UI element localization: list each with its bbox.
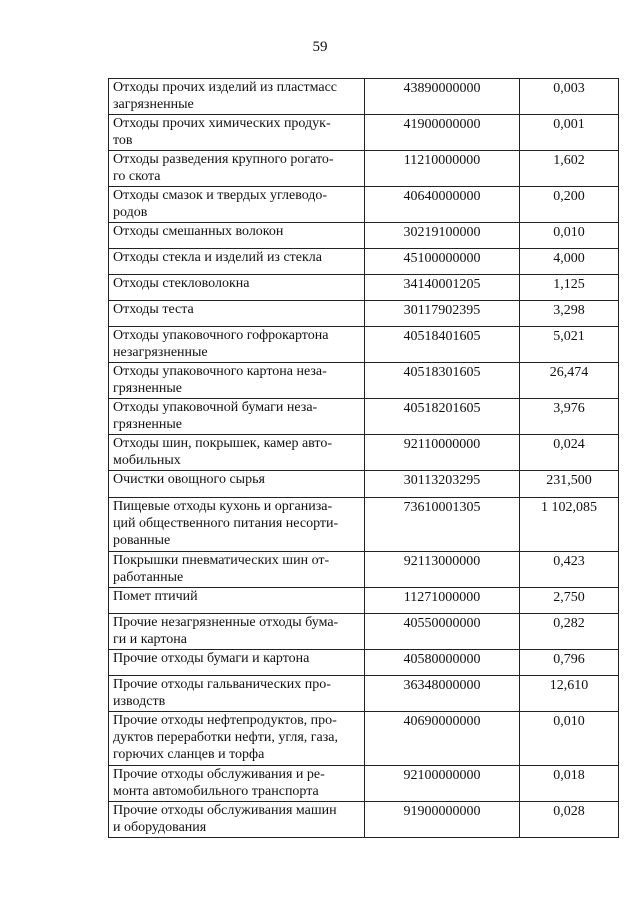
waste-value-cell: [520, 249, 619, 275]
waste-name: Отходы смазок и твердых углеводо- родов: [113, 188, 328, 220]
waste-value: 3,298: [553, 303, 585, 318]
waste-value-cell: [520, 223, 619, 249]
waste-value: 0,010: [553, 225, 585, 240]
waste-name: Отходы стекловолокна: [113, 276, 250, 291]
waste-value: 0,796: [553, 652, 585, 667]
waste-name: Прочие отходы обслуживания машин и оборудования: [113, 803, 337, 835]
waste-name: Пищевые отходы кухонь и организа- ций общественного питания несорти- рованные: [113, 499, 339, 548]
waste-code: 11210000000: [403, 153, 481, 168]
table-row: [109, 676, 619, 712]
waste-value: 1 102,085: [541, 500, 597, 515]
table-row: [109, 614, 619, 650]
waste-value-cell: [520, 115, 619, 151]
table-row: [109, 552, 619, 588]
waste-value: 4,000: [553, 251, 585, 266]
table-row: [109, 249, 619, 275]
waste-code: 11271000000: [403, 590, 481, 605]
waste-name: Отходы шин, покрышек, камер авто- мобильных: [113, 436, 333, 468]
waste-value-cell: [520, 275, 619, 301]
waste-code: 73610001305: [403, 500, 481, 515]
waste-name: Покрышки пневматических шин от- работанные: [113, 553, 330, 585]
waste-name: Прочие отходы гальванических про- изводств: [113, 677, 331, 709]
waste-value-cell: [520, 614, 619, 650]
waste-value-cell: [520, 435, 619, 471]
waste-value-cell: [520, 588, 619, 614]
waste-name: Прочие незагрязненные отходы бума- ги и картона: [113, 615, 339, 647]
waste-table-body: [109, 79, 619, 838]
table-row: [109, 223, 619, 249]
waste-code: 92113000000: [403, 554, 481, 569]
waste-code: 91900000000: [403, 804, 481, 819]
waste-code: 40518301605: [403, 365, 481, 380]
waste-code: 40580000000: [403, 652, 481, 667]
waste-value: 0,423: [553, 554, 585, 569]
waste-code: 40518201605: [403, 401, 481, 416]
waste-value: 12,610: [549, 678, 589, 693]
waste-code: 40550000000: [403, 616, 481, 631]
waste-value: 0,010: [553, 714, 585, 729]
waste-code-cell: [365, 588, 520, 614]
waste-code: 36348000000: [403, 678, 481, 693]
waste-value-cell: [520, 712, 619, 766]
waste-name: Отходы прочих химических продук- тов: [113, 116, 331, 148]
waste-value: 1,602: [553, 153, 585, 168]
waste-code: 45100000000: [403, 251, 481, 266]
waste-code-cell: [365, 301, 520, 327]
waste-value-cell: [520, 676, 619, 712]
waste-name-cell: [109, 766, 365, 802]
table-row: [109, 151, 619, 187]
table-row: [109, 766, 619, 802]
waste-value-cell: [520, 650, 619, 676]
waste-value: 0,001: [553, 117, 585, 132]
waste-value-cell: [520, 766, 619, 802]
waste-code-cell: [365, 766, 520, 802]
waste-name-cell: [109, 399, 365, 435]
table-row: [109, 115, 619, 151]
waste-value-cell: [520, 471, 619, 498]
waste-code-cell: [365, 327, 520, 363]
waste-value-cell: [520, 552, 619, 588]
waste-name: Отходы смешанных волокон: [113, 224, 284, 239]
waste-code: 92110000000: [403, 437, 481, 452]
waste-code: 92100000000: [403, 768, 481, 783]
waste-name-cell: [109, 650, 365, 676]
waste-code: 40690000000: [403, 714, 481, 729]
waste-value: 26,474: [549, 365, 589, 380]
waste-name: Отходы упаковочного гофрокартона незагрязненные: [113, 328, 329, 360]
waste-name-cell: [109, 249, 365, 275]
waste-value: 0,200: [553, 189, 585, 204]
waste-name-cell: [109, 588, 365, 614]
waste-table: [108, 78, 619, 838]
waste-name-cell: [109, 435, 365, 471]
table-row: [109, 435, 619, 471]
table-row: [109, 399, 619, 435]
table-row: [109, 327, 619, 363]
waste-code: 40518401605: [403, 329, 481, 344]
waste-name-cell: [109, 712, 365, 766]
waste-value-cell: [520, 151, 619, 187]
table-row: [109, 275, 619, 301]
waste-code: 30219100000: [403, 225, 481, 240]
table-row: [109, 802, 619, 838]
waste-name: Прочие отходы обслуживания и ре- монта автомобильного транспорта: [113, 767, 325, 799]
table-row: [109, 650, 619, 676]
waste-code-cell: [365, 223, 520, 249]
waste-code-cell: [365, 79, 520, 115]
waste-name: Отходы упаковочного картона неза- грязненные: [113, 364, 327, 396]
waste-code-cell: [365, 363, 520, 399]
waste-name-cell: [109, 498, 365, 552]
waste-code-cell: [365, 712, 520, 766]
waste-value: 0,282: [553, 616, 585, 631]
waste-name-cell: [109, 363, 365, 399]
waste-name-cell: [109, 151, 365, 187]
waste-value: 1,125: [553, 277, 585, 292]
waste-name-cell: [109, 79, 365, 115]
waste-value: 0,018: [553, 768, 585, 783]
waste-code-cell: [365, 151, 520, 187]
waste-value-cell: [520, 399, 619, 435]
waste-name-cell: [109, 802, 365, 838]
waste-name-cell: [109, 275, 365, 301]
waste-name: Прочие отходы нефтепродуктов, про- дуктов переработки нефти, угля, газа, горючих сланцев и торфа: [113, 713, 338, 762]
waste-value: 2,750: [553, 590, 585, 605]
waste-name-cell: [109, 327, 365, 363]
waste-name: Отходы прочих изделий из пластмасс загрязненные: [113, 80, 338, 112]
waste-name: Помет птичий: [113, 589, 198, 604]
waste-value: 3,976: [553, 401, 585, 416]
waste-value-cell: [520, 327, 619, 363]
table-row: [109, 301, 619, 327]
waste-code-cell: [365, 498, 520, 552]
waste-name-cell: [109, 676, 365, 712]
waste-code: 30113203295: [403, 473, 481, 488]
waste-code-cell: [365, 614, 520, 650]
waste-code-cell: [365, 435, 520, 471]
waste-value: 231,500: [546, 473, 592, 488]
waste-value: 0,003: [553, 81, 585, 96]
waste-code-cell: [365, 249, 520, 275]
waste-value: 0,028: [553, 804, 585, 819]
waste-code: 41900000000: [403, 117, 481, 132]
waste-code-cell: [365, 471, 520, 498]
waste-code: 40640000000: [403, 189, 481, 204]
waste-name-cell: [109, 223, 365, 249]
waste-name: Отходы стекла и изделий из стекла: [113, 250, 323, 265]
page-number: 59: [312, 39, 328, 55]
waste-code-cell: [365, 187, 520, 223]
waste-name-cell: [109, 471, 365, 498]
waste-name: Прочие отходы бумаги и картона: [113, 651, 310, 666]
waste-value-cell: [520, 301, 619, 327]
waste-name: Отходы разведения крупного рогато- го скота: [113, 152, 334, 184]
waste-value-cell: [520, 498, 619, 552]
table-row: [109, 363, 619, 399]
table-row: [109, 712, 619, 766]
table-row: [109, 588, 619, 614]
table-row: [109, 498, 619, 552]
waste-name: Отходы упаковочной бумаги неза- грязненные: [113, 400, 318, 432]
waste-name-cell: [109, 115, 365, 151]
waste-value-cell: [520, 363, 619, 399]
waste-code: 30117902395: [403, 303, 481, 318]
waste-name-cell: [109, 301, 365, 327]
waste-code-cell: [365, 275, 520, 301]
waste-code-cell: [365, 802, 520, 838]
table-row: [109, 79, 619, 115]
waste-code-cell: [365, 115, 520, 151]
waste-name: Отходы теста: [113, 302, 194, 317]
waste-code: 43890000000: [403, 81, 481, 96]
waste-code-cell: [365, 399, 520, 435]
waste-name-cell: [109, 187, 365, 223]
table-row: [109, 471, 619, 498]
waste-name-cell: [109, 614, 365, 650]
waste-value: 0,024: [553, 437, 585, 452]
waste-code-cell: [365, 650, 520, 676]
waste-name: Очистки овощного сырья: [113, 472, 265, 487]
waste-code-cell: [365, 676, 520, 712]
waste-value-cell: [520, 79, 619, 115]
table-row: [109, 187, 619, 223]
waste-value-cell: [520, 187, 619, 223]
waste-value: 5,021: [553, 329, 585, 344]
waste-code-cell: [365, 552, 520, 588]
waste-code: 34140001205: [403, 277, 481, 292]
waste-name-cell: [109, 552, 365, 588]
waste-value-cell: [520, 802, 619, 838]
